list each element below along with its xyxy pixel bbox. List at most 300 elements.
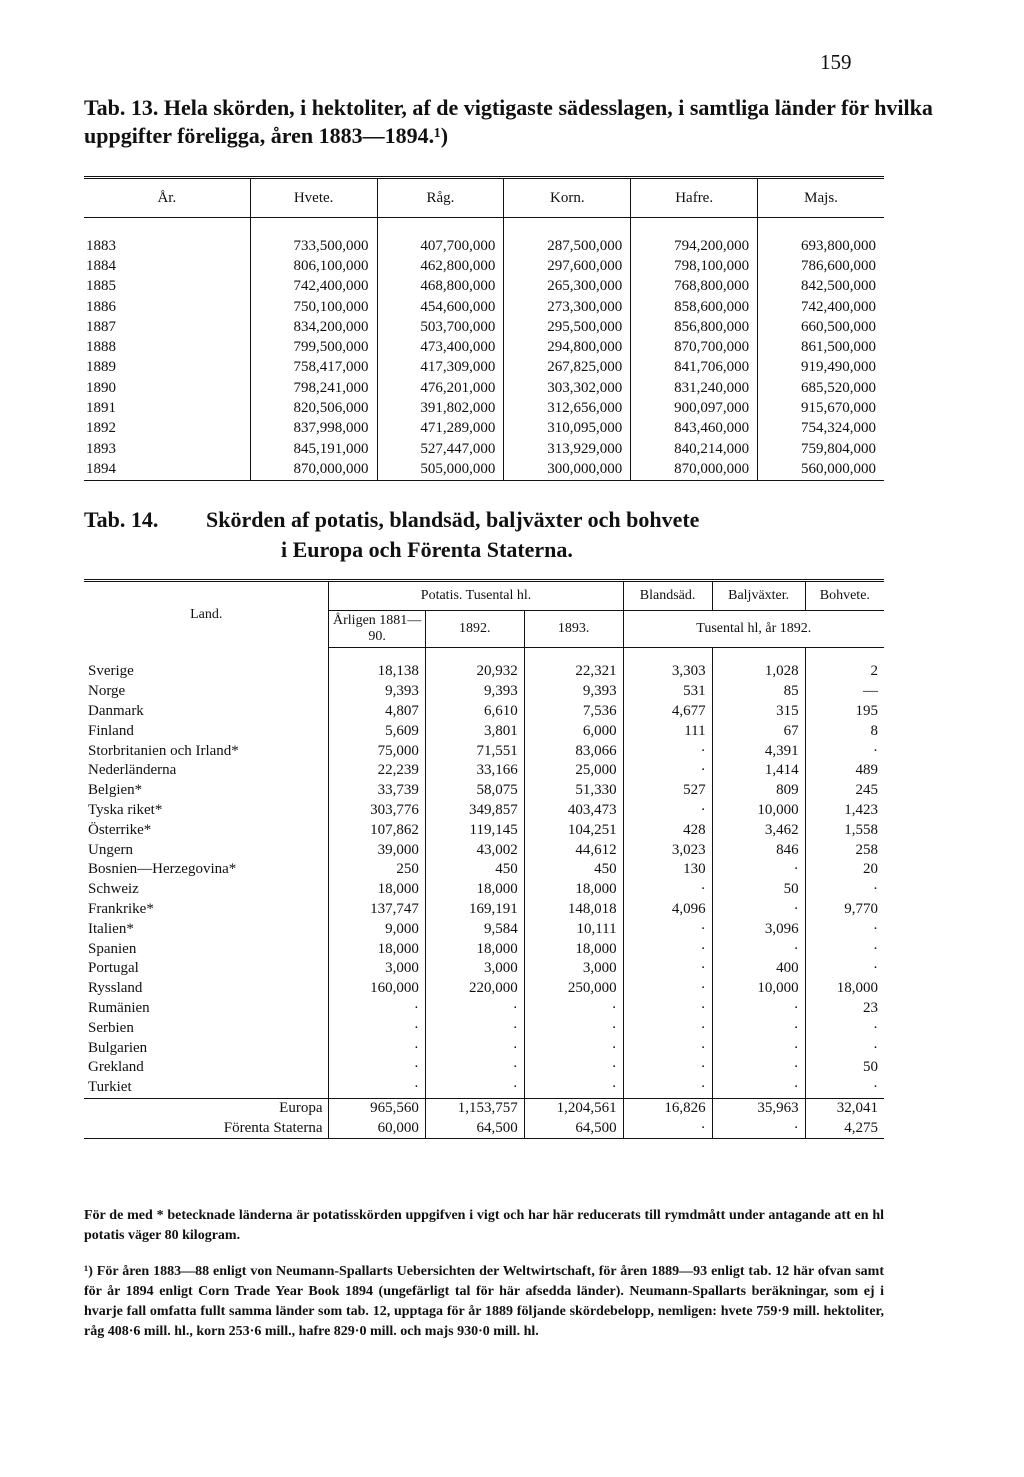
tab13-header-majs: Majs. xyxy=(758,178,884,218)
tab14-row xyxy=(84,781,884,801)
tab13-row-value: 503,700,000 xyxy=(377,317,504,337)
tab13-row-value: 295,500,000 xyxy=(504,317,631,337)
tab13-row-value: 733,500,000 xyxy=(250,218,377,257)
tab14-row-value: · xyxy=(329,1078,425,1098)
tab14-row-value: 846 xyxy=(712,840,805,860)
tab13-row-value: 842,500,000 xyxy=(801,278,876,295)
tab14-row-value: 258 xyxy=(855,841,878,858)
tab14-row-value: · xyxy=(873,1019,878,1036)
tab14-row-value: 3,023 xyxy=(623,840,712,860)
tab14-header-tusental: Tusental hl, år 1892. xyxy=(623,611,884,648)
tab13-row xyxy=(84,378,884,398)
tab14-row-value: 160,000 xyxy=(329,979,425,999)
tab14-row-value: · xyxy=(623,761,712,781)
tab14-row-value: · xyxy=(623,959,712,979)
tab14-row xyxy=(84,1058,884,1078)
tab14-row xyxy=(84,801,884,821)
tab14-row-value: · xyxy=(712,1058,805,1078)
tab14-row-value: 245 xyxy=(855,782,878,799)
tab14-row-label: Finland xyxy=(84,721,329,741)
tab13-row-value: 685,520,000 xyxy=(801,379,876,396)
tab13-row xyxy=(84,358,884,378)
tab14-row-value: 33,739 xyxy=(329,781,425,801)
tab13-row-value: 919,490,000 xyxy=(801,359,876,376)
tab13-row-value: 841,706,000 xyxy=(631,358,758,378)
tab14-row-label: Sverige xyxy=(84,648,329,682)
tab14-row-value: · xyxy=(712,999,805,1019)
tab14-row-value: 18,000 xyxy=(329,880,425,900)
tab14-row-value: · xyxy=(524,1038,623,1058)
tab14-row-label: Portugal xyxy=(84,959,329,979)
tab14-row-value: · xyxy=(873,881,878,898)
tab14-row-value: 3,000 xyxy=(524,959,623,979)
tab14-row-value: · xyxy=(623,919,712,939)
tab14-row-value: 18,000 xyxy=(836,980,878,997)
tab13-row-label: 1894 xyxy=(84,459,250,480)
tab14-row-value: · xyxy=(425,1038,524,1058)
tab14-row-value: 4,677 xyxy=(623,702,712,722)
tab14-row-value: 25,000 xyxy=(524,761,623,781)
tab14-row-value: 9,393 xyxy=(425,682,524,702)
tab14-header-baljvaxter: Baljväxter. xyxy=(712,581,805,611)
tab13-row-value: 799,500,000 xyxy=(250,337,377,357)
tab13-row-value: 798,100,000 xyxy=(631,256,758,276)
tab13-row-label: 1884 xyxy=(84,256,250,276)
tab14-row-value: · xyxy=(712,860,805,880)
tab13-row-value: 310,095,000 xyxy=(504,419,631,439)
tab13-row-value: 794,200,000 xyxy=(631,218,758,257)
tab14-row-value: 22,239 xyxy=(329,761,425,781)
tab14-row xyxy=(84,999,884,1019)
tab13-row-value: 693,800,000 xyxy=(801,237,876,254)
tab14-row-value: 1,028 xyxy=(712,648,805,682)
tab14-row-value: 450 xyxy=(524,860,623,880)
tab13-row-value: 312,656,000 xyxy=(504,398,631,418)
tab13-row-value: 754,324,000 xyxy=(801,420,876,437)
tab14-row xyxy=(84,648,884,682)
tab14-row-value: 403,473 xyxy=(524,801,623,821)
tab14-row-label: Danmark xyxy=(84,702,329,722)
tab13-row-value: 300,000,000 xyxy=(504,459,631,480)
tab14-caption-line1: Skörden af potatis, blandsäd, baljväxter och bohvete xyxy=(206,507,700,532)
tab14-row-value: 4,096 xyxy=(623,900,712,920)
tab14-row-label: Nederländerna xyxy=(84,761,329,781)
tab14-totals xyxy=(84,1098,884,1139)
tab13-row xyxy=(84,317,884,337)
tab14-row-value: 83,066 xyxy=(524,741,623,761)
tab14-row-value: · xyxy=(524,1078,623,1098)
tab14-row-value: 9,000 xyxy=(329,919,425,939)
tab13-row-label: 1883 xyxy=(84,218,250,257)
tab13-row-value: 273,300,000 xyxy=(504,297,631,317)
tab14-row-label: Ryssland xyxy=(84,979,329,999)
tab14-row-value: 18,138 xyxy=(329,648,425,682)
tab14-row-value: · xyxy=(524,1018,623,1038)
tab13-row-value: 843,460,000 xyxy=(631,419,758,439)
tab14-total-row-value: 4,275 xyxy=(844,1119,878,1136)
tab14-row-value: · xyxy=(873,1039,878,1056)
tab14-total-row-value: 1,153,757 xyxy=(425,1098,524,1118)
tab14-row-value: 43,002 xyxy=(425,840,524,860)
tab14-total-row-value: 64,500 xyxy=(425,1118,524,1138)
tab14-row-value: 9,393 xyxy=(524,682,623,702)
tab13-header-rag: Råg. xyxy=(377,178,504,218)
tab14-row-value: · xyxy=(712,900,805,920)
tab13-row-value: 858,600,000 xyxy=(631,297,758,317)
tab13-row-value: 834,200,000 xyxy=(250,317,377,337)
tab14-row xyxy=(84,741,884,761)
tab13-row-value: 303,302,000 xyxy=(504,378,631,398)
tab14-row-value: · xyxy=(524,999,623,1019)
tab14-total-row-value: 965,560 xyxy=(329,1098,425,1118)
tab14-row-value: 527 xyxy=(623,781,712,801)
tab13-row-value: 840,214,000 xyxy=(631,439,758,459)
tab13-caption: Tab. 13. Hela skörden, i hektoliter, af de vigtigaste sädesslagen, i samtliga länder för hvilka uppgifter föreligga, åren 1883—1894.¹) xyxy=(84,95,933,148)
tab14-table xyxy=(84,579,884,1139)
tab14-row-value: · xyxy=(623,880,712,900)
tab14-row xyxy=(84,900,884,920)
tab13-row-value: 845,191,000 xyxy=(250,439,377,459)
tab14-row xyxy=(84,1078,884,1098)
tab14-row-value: 119,145 xyxy=(425,820,524,840)
tab14-row-value: · xyxy=(623,939,712,959)
tab14-header-1892: 1892. xyxy=(425,611,524,648)
tab14-row-value: — xyxy=(863,683,878,700)
tab14-row-value: 44,612 xyxy=(524,840,623,860)
tab14-row-label: Grekland xyxy=(84,1058,329,1078)
tab14-row-value: 85 xyxy=(712,682,805,702)
note-star: För de med * betecknade länderna är potatisskörden uppgifven i vigt och har här reducerats till rymdmått under antagande att en hl potatis väger 80 kilogram. xyxy=(84,1208,884,1243)
tab14-total-row-value: · xyxy=(712,1118,805,1138)
tab13-row-value: 468,800,000 xyxy=(377,277,504,297)
tab13-row-value: 473,400,000 xyxy=(377,337,504,357)
tab13-body xyxy=(84,218,884,481)
tab14-row-label: Storbritanien och Irland* xyxy=(84,741,329,761)
tab14-header-arligen: Årligen 1881—90. xyxy=(329,611,425,648)
tab13-row xyxy=(84,398,884,418)
tab14-row-value: 107,862 xyxy=(329,820,425,840)
tab14-row-value: · xyxy=(873,742,878,759)
tab14-header-land: Land. xyxy=(84,581,329,648)
tab14-row-value: · xyxy=(524,1058,623,1078)
tab14-row-value: 1,423 xyxy=(844,801,878,818)
tab14-row-value: 18,000 xyxy=(425,939,524,959)
tab13-row-value: 758,417,000 xyxy=(250,358,377,378)
tab13-row-value: 759,804,000 xyxy=(801,440,876,457)
tab14-row-value: · xyxy=(873,940,878,957)
tab14-row-value: · xyxy=(873,920,878,937)
tab13-row-value: 870,700,000 xyxy=(631,337,758,357)
tab13-header-hvete: Hvete. xyxy=(250,178,377,218)
tab14-row-value: 10,000 xyxy=(712,979,805,999)
tab14-row-value: · xyxy=(712,1018,805,1038)
tab14-row-label: Italien* xyxy=(84,919,329,939)
tab13-row-value: 660,500,000 xyxy=(801,318,876,335)
tab13-row-value: 454,600,000 xyxy=(377,297,504,317)
tab14-row-value: 71,551 xyxy=(425,741,524,761)
tab13-row-value: 265,300,000 xyxy=(504,277,631,297)
tab14-header-blandsad: Blandsäd. xyxy=(623,581,712,611)
tab14-row-value: 428 xyxy=(623,820,712,840)
tab14-row-value: 10,111 xyxy=(524,919,623,939)
tab14-row-value: 3,000 xyxy=(329,959,425,979)
tab14-row-value: · xyxy=(425,1078,524,1098)
tab14-row-value: 148,018 xyxy=(524,900,623,920)
tab13-row-value: 505,000,000 xyxy=(377,459,504,480)
tab13-row-label: 1890 xyxy=(84,378,250,398)
tab14-row-value: 10,000 xyxy=(712,801,805,821)
tab13-row-value: 471,289,000 xyxy=(377,419,504,439)
tab13-row-value: 417,309,000 xyxy=(377,358,504,378)
tab14-label: Tab. 14. xyxy=(84,507,159,532)
tab14-row-value: 3,303 xyxy=(623,648,712,682)
tab14-header-potatis: Potatis. Tusental hl. xyxy=(329,581,623,611)
tab14-row-label: Serbien xyxy=(84,1018,329,1038)
tab14-row xyxy=(84,919,884,939)
tab14-row-value: 51,330 xyxy=(524,781,623,801)
tab14-row-value: 7,536 xyxy=(524,702,623,722)
tab14-header-bohvete: Bohvete. xyxy=(819,588,870,603)
tab13-row-value: 476,201,000 xyxy=(377,378,504,398)
tab13-row-label: 1889 xyxy=(84,358,250,378)
tab13-row-label: 1887 xyxy=(84,317,250,337)
tab13-row xyxy=(84,419,884,439)
tab14-row-value: · xyxy=(329,1058,425,1078)
tab14-total-row xyxy=(84,1118,884,1138)
tab14-row-value: 20 xyxy=(863,861,878,878)
tab14-row-value: · xyxy=(623,741,712,761)
tab13-row-value: 297,600,000 xyxy=(504,256,631,276)
tab14-row xyxy=(84,702,884,722)
tab13-row-value: 462,800,000 xyxy=(377,256,504,276)
tab14-row-value: 3,096 xyxy=(712,919,805,939)
tab14-row-value: 3,801 xyxy=(425,721,524,741)
tab13-row xyxy=(84,218,884,257)
footnote: ¹) För åren 1883—88 enligt von Neumann-Spallarts Uebersichten der Weltwirtschaft, för åren 1889—93 enligt tab. 12 här ofvan samt för år 1894 enligt Corn Trade Year Book 1894 (ungefärligt tal för här afsedda länder). Neumann-Spallarts beräkningar, som ej i hvarje fall omfatta fullt samma länder som tab. 12, upptaga för år 1889 följande skördebelopp, nemligen: hvete 759·9 mill. hektoliter, råg 408·6 mill. hl., korn 253·6 mill., hafre 829·0 mill. och majs 930·0 mill. hl. xyxy=(84,1264,884,1339)
tab14-row-value: 58,075 xyxy=(425,781,524,801)
tab14-row-value: 33,166 xyxy=(425,761,524,781)
tab14-row-value: 169,191 xyxy=(425,900,524,920)
tab14-row-value: 809 xyxy=(712,781,805,801)
tab14-row-value: 50 xyxy=(712,880,805,900)
tab13-row xyxy=(84,439,884,459)
tab14-row-value: 20,932 xyxy=(425,648,524,682)
tab14-row xyxy=(84,1038,884,1058)
tab13-row-label: 1892 xyxy=(84,419,250,439)
tab13-row-value: 870,000,000 xyxy=(250,459,377,480)
tab13-row-value: 900,097,000 xyxy=(631,398,758,418)
tab14-row-value: · xyxy=(623,979,712,999)
tab14-row-label: Norge xyxy=(84,682,329,702)
tab13-row-value: 527,447,000 xyxy=(377,439,504,459)
tab14-row-value: 9,584 xyxy=(425,919,524,939)
tab14-row-value: · xyxy=(712,1038,805,1058)
tab14-row-value: · xyxy=(329,1038,425,1058)
tab14-row-value: 400 xyxy=(712,959,805,979)
tab13-row xyxy=(84,297,884,317)
tab14-row-value: · xyxy=(425,1018,524,1038)
tab14-row-label: Österrike* xyxy=(84,820,329,840)
tab13-row-value: 407,700,000 xyxy=(377,218,504,257)
tab14-row-value: 349,857 xyxy=(425,801,524,821)
tab14-total-row xyxy=(84,1098,884,1118)
tab13-row-value: 856,800,000 xyxy=(631,317,758,337)
tab14-row xyxy=(84,979,884,999)
tab13-row-value: 560,000,000 xyxy=(801,460,876,477)
tab14-row-value: 6,000 xyxy=(524,721,623,741)
tab13-row-label: 1886 xyxy=(84,297,250,317)
tab14-row xyxy=(84,1018,884,1038)
tab14-total-row-value: · xyxy=(623,1118,712,1138)
tab14-row-value: 2 xyxy=(870,663,878,680)
tab14-row-value: 39,000 xyxy=(329,840,425,860)
tab13-row-value: 831,240,000 xyxy=(631,378,758,398)
tab13-row-value: 837,998,000 xyxy=(250,419,377,439)
tab14-row-label: Ungern xyxy=(84,840,329,860)
tab14-row-value: · xyxy=(623,1078,712,1098)
tab13-row-label: 1891 xyxy=(84,398,250,418)
tab14-row-value: 18,000 xyxy=(524,939,623,959)
tab13-row-value: 806,100,000 xyxy=(250,256,377,276)
tab14-row-value: 3,000 xyxy=(425,959,524,979)
tab13-row-value: 768,800,000 xyxy=(631,277,758,297)
tab14-row-value: · xyxy=(712,1078,805,1098)
tab14-row-value: 18,000 xyxy=(329,939,425,959)
tab14-row-value: 220,000 xyxy=(425,979,524,999)
tab14-total-row-value: 35,963 xyxy=(712,1098,805,1118)
tab14-row xyxy=(84,939,884,959)
tab14-row-value: 531 xyxy=(623,682,712,702)
tab14-row-value: 18,000 xyxy=(425,880,524,900)
tab14-row-value: · xyxy=(623,1038,712,1058)
tab14-total-row-value: 32,041 xyxy=(805,1098,884,1118)
tab13-row-value: 870,000,000 xyxy=(631,459,758,480)
tab13-row-value: 313,929,000 xyxy=(504,439,631,459)
tab13-row-label: 1893 xyxy=(84,439,250,459)
tab14-row-value: 195 xyxy=(855,702,878,719)
tab14-row-value: 5,609 xyxy=(329,721,425,741)
tab14-row-value: 50 xyxy=(863,1059,878,1076)
tab14-row xyxy=(84,721,884,741)
tab14-row-label: Bosnien—Herzegovina* xyxy=(84,860,329,880)
tab14-row-value: 250 xyxy=(329,860,425,880)
tab13-row xyxy=(84,459,884,480)
tab14-row-value: 130 xyxy=(623,860,712,880)
tab14-row-value: · xyxy=(425,999,524,1019)
tab14-row-value: 315 xyxy=(712,702,805,722)
tab14-row-value: 1,414 xyxy=(712,761,805,781)
tab14-total-row-value: 60,000 xyxy=(329,1118,425,1138)
tab14-row-value: · xyxy=(425,1058,524,1078)
tab14-row xyxy=(84,682,884,702)
tab14-row-label: Spanien xyxy=(84,939,329,959)
tab14-row-value: 75,000 xyxy=(329,741,425,761)
tab14-row-value: 450 xyxy=(425,860,524,880)
tab14-row xyxy=(84,860,884,880)
tab14-row-label: Turkiet xyxy=(84,1078,329,1098)
tab13-table xyxy=(84,176,884,481)
tab14-row-label: Bulgarien xyxy=(84,1038,329,1058)
tab14-row-value: 137,747 xyxy=(329,900,425,920)
tab14-row-value: · xyxy=(329,999,425,1019)
tab13-row-value: 750,100,000 xyxy=(250,297,377,317)
tab13-row-value: 742,400,000 xyxy=(250,277,377,297)
tab14-row-label: Tyska riket* xyxy=(84,801,329,821)
tab14-row xyxy=(84,820,884,840)
tab13-row-value: 786,600,000 xyxy=(801,257,876,274)
tab14-row-value: 67 xyxy=(712,721,805,741)
tab14-row-value: 4,391 xyxy=(712,741,805,761)
tab13-row-value: 294,800,000 xyxy=(504,337,631,357)
tab14-row-label: Belgien* xyxy=(84,781,329,801)
tab14-body xyxy=(84,648,884,1099)
tab14-row-value: 1,558 xyxy=(844,821,878,838)
tab14-row-label: Rumänien xyxy=(84,999,329,1019)
tab13-row xyxy=(84,256,884,276)
tab14-row-value: 303,776 xyxy=(329,801,425,821)
tab13-row xyxy=(84,337,884,357)
tab13-row-value: 391,802,000 xyxy=(377,398,504,418)
tab14-row-value: · xyxy=(623,1058,712,1078)
tab14-row xyxy=(84,880,884,900)
tab14-row-value: 23 xyxy=(863,999,878,1016)
tab14-row-value: · xyxy=(712,939,805,959)
tab14-row-value: 6,610 xyxy=(425,702,524,722)
tab14-row-value: 18,000 xyxy=(524,880,623,900)
tab14-row-value: 250,000 xyxy=(524,979,623,999)
tab13-row-value: 798,241,000 xyxy=(250,378,377,398)
tab14-caption-line2: i Europa och Förenta Staterna. xyxy=(281,537,573,562)
tab13-row-value: 287,500,000 xyxy=(504,218,631,257)
tab14-row-value: · xyxy=(873,1079,878,1096)
tab13-row xyxy=(84,277,884,297)
tab14-row-value: 4,807 xyxy=(329,702,425,722)
tab13-row-value: 267,825,000 xyxy=(504,358,631,378)
tab14-row-value: · xyxy=(623,801,712,821)
tab14-row-value: 22,321 xyxy=(524,648,623,682)
tab14-row-label: Frankrike* xyxy=(84,900,329,920)
tab14-row-value: 111 xyxy=(623,721,712,741)
tab14-row-value: · xyxy=(329,1018,425,1038)
tab14-row-value: 8 xyxy=(870,722,878,739)
tab13-row-label: 1888 xyxy=(84,337,250,357)
tab14-row-value: · xyxy=(623,1018,712,1038)
tab14-row xyxy=(84,840,884,860)
tab14-total-row-label: Förenta Staterna xyxy=(84,1118,329,1138)
tab14-row-value: 104,251 xyxy=(524,820,623,840)
tab13-row-value: 861,500,000 xyxy=(801,339,876,356)
tab13-row-value: 742,400,000 xyxy=(801,298,876,315)
tab14-row-value: 489 xyxy=(855,762,878,779)
tab14-row-value: · xyxy=(873,960,878,977)
tab14-row xyxy=(84,959,884,979)
tab14-row-value: 9,770 xyxy=(844,900,878,917)
tab13-row-value: 915,670,000 xyxy=(801,400,876,417)
tab14-row xyxy=(84,761,884,781)
tab14-total-row-value: 64,500 xyxy=(524,1118,623,1138)
tab13-row-label: 1885 xyxy=(84,277,250,297)
tab13-row-value: 820,506,000 xyxy=(250,398,377,418)
tab13-header-hafre: Hafre. xyxy=(631,178,758,218)
tab14-header-1893: 1893. xyxy=(524,611,623,648)
tab14-row-value: 9,393 xyxy=(329,682,425,702)
tab14-row-value: · xyxy=(623,999,712,1019)
tab13-header-ar: År. xyxy=(84,178,250,218)
tab14-row-value: 3,462 xyxy=(712,820,805,840)
tab14-row-label: Schweiz xyxy=(84,880,329,900)
page-number: 159 xyxy=(820,50,852,74)
tab13-header-korn: Korn. xyxy=(504,178,631,218)
